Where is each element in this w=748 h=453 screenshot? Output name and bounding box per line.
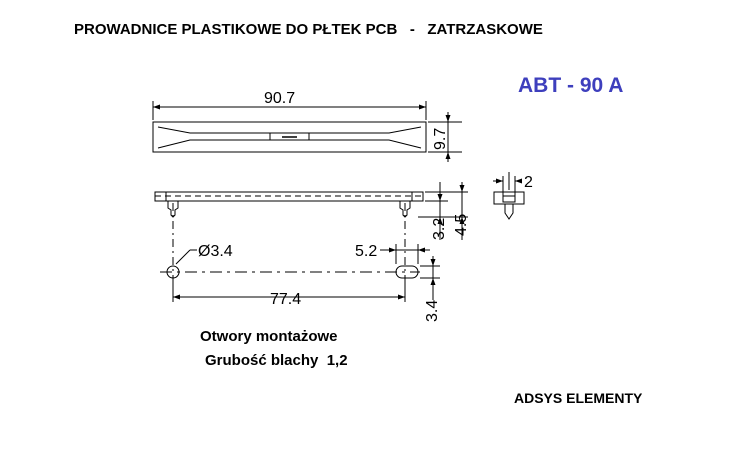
sheet-thickness-note: Grubość blachy 1,2 (205, 352, 348, 369)
drawing-title: PROWADNICE PLASTIKOWE DO PŁTEK PCB - ZATRZASKOWE (74, 21, 543, 38)
slot-length-label: 5.2 (355, 243, 378, 260)
hole-diameter-label: Ø3.4 (198, 243, 233, 260)
mounting-holes-view (160, 243, 441, 322)
height-small-label: 3.2 (431, 217, 448, 240)
end-view (493, 172, 533, 219)
side-view (155, 182, 470, 280)
slot-width-label: 3.4 (424, 299, 441, 322)
brand-name: ADSYS ELEMENTY (514, 390, 643, 406)
hole-spacing-label: 77.4 (270, 291, 302, 308)
groove-label: 2 (524, 174, 533, 191)
model-code: ABT - 90 A (518, 74, 624, 97)
length-label: 90.7 (264, 90, 296, 107)
width-label: 9.7 (432, 127, 449, 150)
mounting-holes-note: Otwory montażowe (200, 328, 338, 345)
height-total-label: 4.5 (453, 213, 470, 236)
top-view (153, 90, 462, 162)
